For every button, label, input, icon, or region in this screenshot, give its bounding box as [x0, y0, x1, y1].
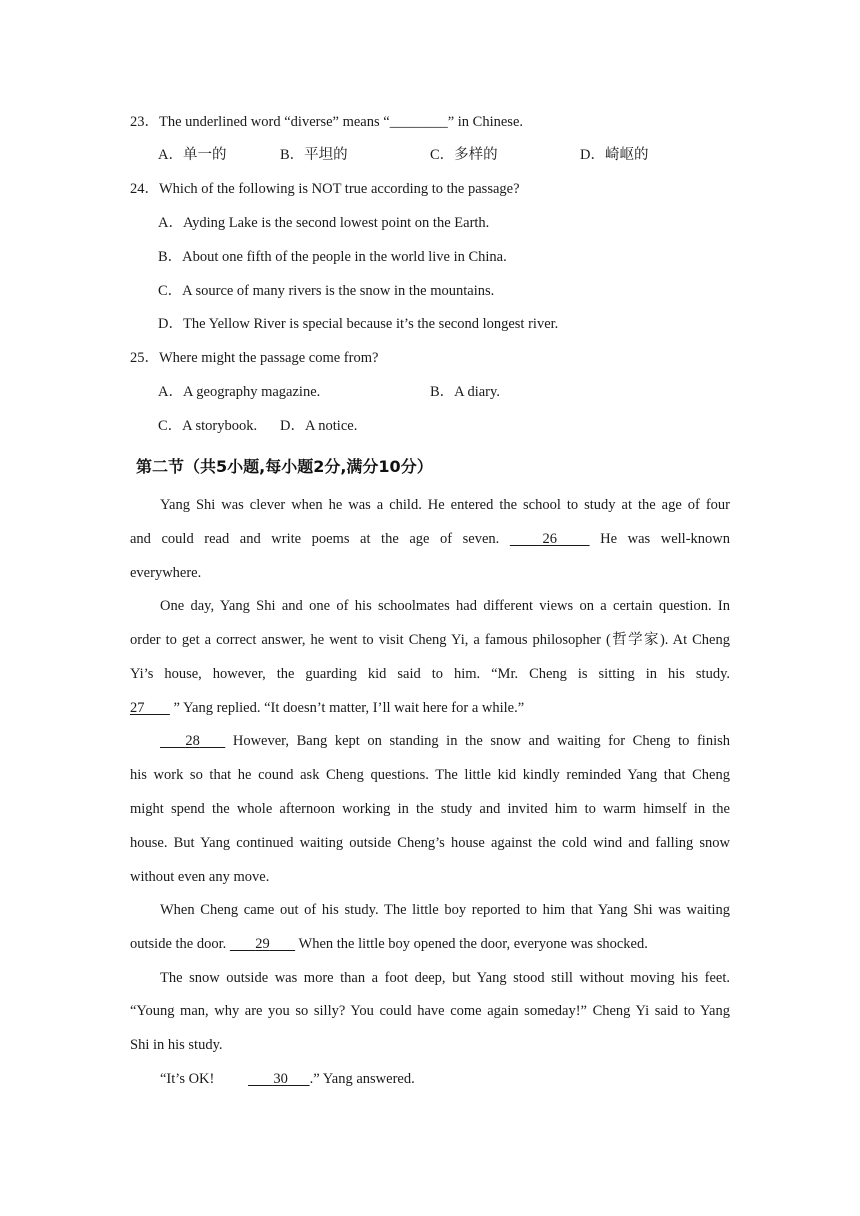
q24-option-b: B．About one fifth of the people in the world live in China. [158, 249, 507, 265]
q23-stem-pre: 23．The underlined word “diverse” means “ [130, 114, 390, 130]
p4-line2-pre: outside the door. [130, 936, 227, 952]
passage-p4-line1: When Cheng came out of his study. The little boy reported to him that Yang Shi was waiting [160, 902, 730, 918]
passage-p1-line1: Yang Shi was clever when he was a child. He entered the school to study at the age of four [160, 497, 730, 513]
p2-line4-post: ” Yang replied. “It doesn’t matter, I’ll wait here for a while.” [173, 700, 525, 716]
blank-28: 28 [185, 733, 200, 749]
blank-29: 29 [255, 936, 270, 952]
question-25-options-row2 [0, 416, 860, 436]
p1-line2-post: He was well-known [600, 531, 730, 547]
p1-line2-pre: and could read and write poems at the age of seven. [130, 531, 500, 547]
passage-p4-line2 [130, 934, 730, 954]
q25-option-d: D．A notice. [280, 418, 358, 434]
blank-26: 26 [542, 531, 557, 547]
section-heading: 第二节（共5小题,每小题2分,满分10分） [136, 457, 433, 476]
passage-p3-line3: might spend the whole afternoon working in the study and invited him to warm himself in the [130, 801, 730, 817]
passage-p2-line4 [130, 698, 730, 718]
blank-30: 30 [273, 1071, 288, 1087]
blank-27: 27 [130, 700, 145, 716]
passage-p3-line2: his work so that he cound ask Cheng questions. The little kid kindly reminded Yang that Cheng [130, 767, 730, 783]
passage-p2-line3: Yi’s house, however, the guarding kid said to him. “Mr. Cheng is sitting in his study. [130, 666, 730, 682]
q23-option-d: D．崎岖的 [580, 147, 649, 163]
passage-p3-line4: house. But Yang continued waiting outside Cheng’s house against the cold wind and falling snow [130, 835, 730, 851]
q23-option-b: B．平坦的 [280, 147, 348, 163]
q23-stem-post: ” in Chinese. [447, 114, 524, 130]
q25-option-a: A．A geography magazine. [158, 384, 321, 400]
q23-blank: ________ [389, 114, 448, 130]
q24-option-d: D．The Yellow River is special because it’s the second longest river. [158, 316, 559, 332]
passage-p1-line3: everywhere. [130, 565, 202, 581]
p6-post: .” Yang answered. [309, 1071, 415, 1087]
q23-option-c: C．多样的 [430, 147, 498, 163]
question-25-stem: 25．Where might the passage come from? [130, 350, 379, 366]
question-23-stem [130, 112, 523, 132]
q25-option-b: B．A diary. [430, 384, 500, 400]
passage-p5-line2: “Young man, why are you so silly? You could have come again someday!” Cheng Yi said to Yang [130, 1003, 730, 1019]
question-25-options-row1 [0, 382, 860, 402]
q25-option-c: C．A storybook. [158, 418, 258, 434]
passage-p2-line2: order to get a correct answer, he went to visit Cheng Yi, a famous philosopher (哲学家). At Cheng [130, 632, 730, 648]
passage-p2-line1: One day, Yang Shi and one of his schoolmates had different views on a certain question. In [160, 598, 730, 614]
passage-p3-line1 [130, 731, 730, 751]
passage-p5-line1: The snow outside was more than a foot deep, but Yang stood still without moving his feet. [160, 970, 730, 986]
q24-option-c: C．A source of many rivers is the snow in the mountains. [158, 283, 495, 299]
q23-option-a: A．单一的 [158, 147, 227, 163]
passage-p3-line5: without even any move. [130, 869, 270, 885]
p6-pre: “It’s OK! [160, 1071, 215, 1087]
question-23-options [0, 145, 860, 165]
passage-p1-line2 [130, 529, 730, 549]
p3-line1-post: However, Bang kept on standing in the snow and waiting for Cheng to finish [232, 733, 730, 749]
q24-option-a: A．Ayding Lake is the second lowest point on the Earth. [158, 215, 490, 231]
passage-p5-line3: Shi in his study. [130, 1037, 223, 1053]
p4-line2-post: When the little boy opened the door, everyone was shocked. [298, 936, 648, 952]
question-24-stem: 24．Which of the following is NOT true according to the passage? [130, 181, 520, 197]
passage-p6-line1 [130, 1069, 730, 1089]
